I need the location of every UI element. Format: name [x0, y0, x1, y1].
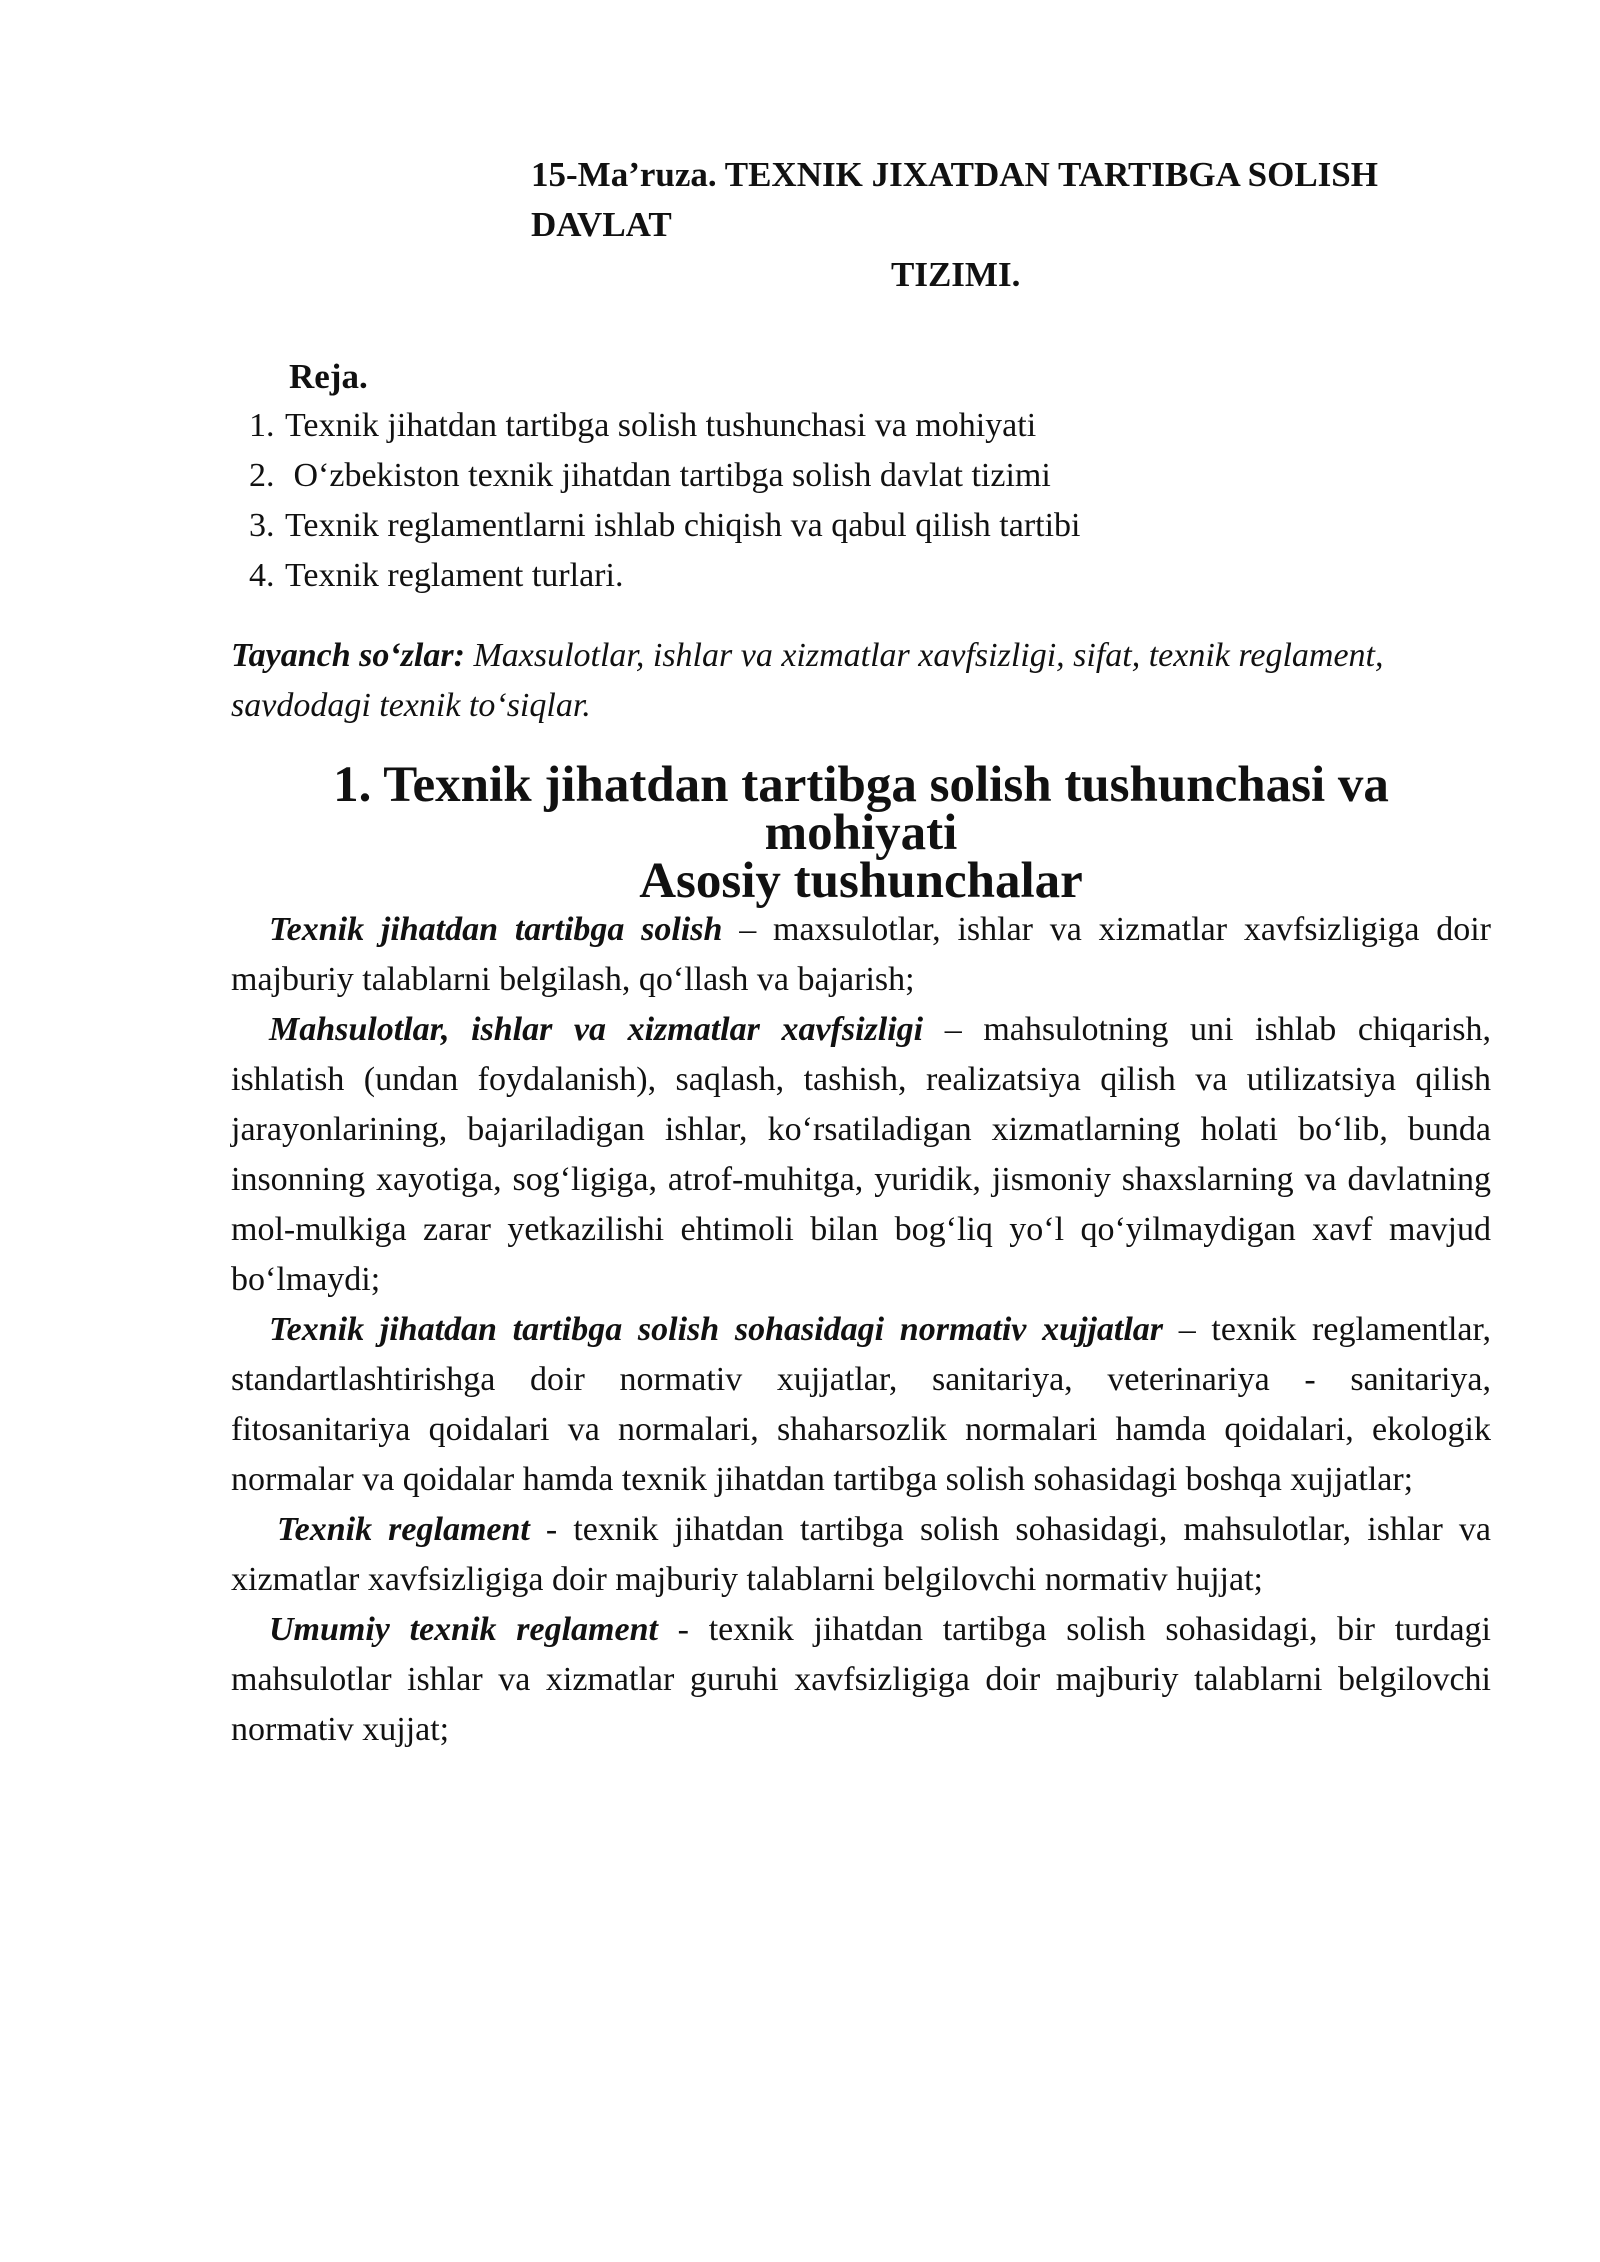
plan-item-text: O‘zbekiston texnik jihatdan tartibga solish davlat tizimi [285, 457, 1051, 494]
definition-text: - texnik jihatdan tartibga solish sohasidagi, mahsulotlar, ishlar va xizmatlar xavfsizligiga doir majburiy talablarni belgilovchi normativ hujjat; [231, 1511, 1491, 1598]
plan-item [249, 501, 1491, 551]
definition-paragraph [231, 1605, 1491, 1755]
section-heading [231, 757, 1491, 909]
definition-text: – maxsulotlar, ishlar va xizmatlar xavfsizligiga doir majburiy talablarni belgilash, qo‘llash va bajarish; [231, 911, 1492, 998]
keywords-label: Tayanch so‘zlar: [231, 637, 465, 674]
document-content [231, 150, 1491, 1755]
plan-item-number: 3. [249, 507, 275, 544]
definition-text: - texnik jihatdan tartibga solish sohasidagi, bir turdagi mahsulotlar ishlar va xizmatlar guruhi xavfsizligiga doir majburiy talablarni belgilovchi normativ xujjat; [231, 1611, 1491, 1748]
section-title: 1. Texnik jihatdan tartibga solish tushunchasi va mohiyati [333, 757, 1389, 861]
definition-paragraph [231, 1305, 1491, 1505]
plan-item [249, 451, 1491, 501]
definition-text: – mahsulotning uni ishlab chiqarish, ishlatish (undan foydalanish), saqlash, tashish, realizatsiya qilish va utilizatsiya qilish jarayonlarining, bajariladigan ishlar, ko‘rsatiladigan xizmatlarning holati bo‘lib, bunda insonning xayotiga, sog‘ligiga, atrof-muhitga, yuridik, jismoniy shaxslarning va davlatning mol-mulkiga zarar yetkazilishi ehtimoli bilan bog‘liq yo‘l qo‘yilmaydigan xavf mavjud bo‘lmaydi; [231, 1011, 1491, 1298]
definition-term: Mahsulotlar, ishlar va xizmatlar xavfsizligi [269, 1011, 924, 1048]
keywords-text: Maxsulotlar, ishlar va xizmatlar xavfsizligi, sifat, texnik reglament, savdodagi texnik to‘siqlar. [231, 637, 1384, 724]
plan-item-number: 4. [249, 557, 275, 594]
keywords-paragraph [231, 631, 1491, 731]
definition-term: Texnik reglament [277, 1511, 530, 1548]
definition-term: Texnik jihatdan tartibga solish [269, 911, 723, 948]
plan-item-number: 1. [249, 407, 275, 444]
plan-item-text: Texnik jihatdan tartibga solish tushunchasi va mohiyati [285, 407, 1037, 444]
plan-item-text: Texnik reglament turlari. [285, 557, 624, 594]
plan-item-text: Texnik reglamentlarni ishlab chiqish va qabul qilish tartibi [285, 507, 1081, 544]
definition-paragraph [231, 1005, 1491, 1305]
plan-item [249, 401, 1491, 451]
plan-list [231, 401, 1491, 601]
definition-paragraph [231, 1505, 1491, 1605]
plan-item-number: 2. [249, 457, 275, 494]
definition-paragraph [231, 905, 1491, 1005]
lecture-title-line1: 15-Ma’ruza. TEXNIK JIXATDAN TARTIBGA SOLISH DAVLAT [531, 155, 1378, 244]
lecture-title [231, 150, 1491, 300]
section-subtitle: Asosiy tushunchalar [639, 853, 1083, 909]
plan-item [249, 551, 1491, 601]
plan-heading: Reja. [289, 357, 368, 396]
lecture-title-line2: TIZIMI. [891, 255, 1021, 294]
definition-text: – texnik reglamentlar, standartlashtirishga doir normativ xujjatlar, sanitariya, veterinariya - sanitariya, fitosanitariya qoidalari va normalari, shaharsozlik normalari hamda qoidalari, ekologik normalar va qoidalar hamda texnik jihatdan tartibga solish sohasidagi boshqa xujjatlar; [231, 1311, 1491, 1498]
definition-term: Umumiy texnik reglament [269, 1611, 658, 1648]
definition-term: Texnik jihatdan tartibga solish sohasidagi normativ xujjatlar [269, 1311, 1163, 1348]
